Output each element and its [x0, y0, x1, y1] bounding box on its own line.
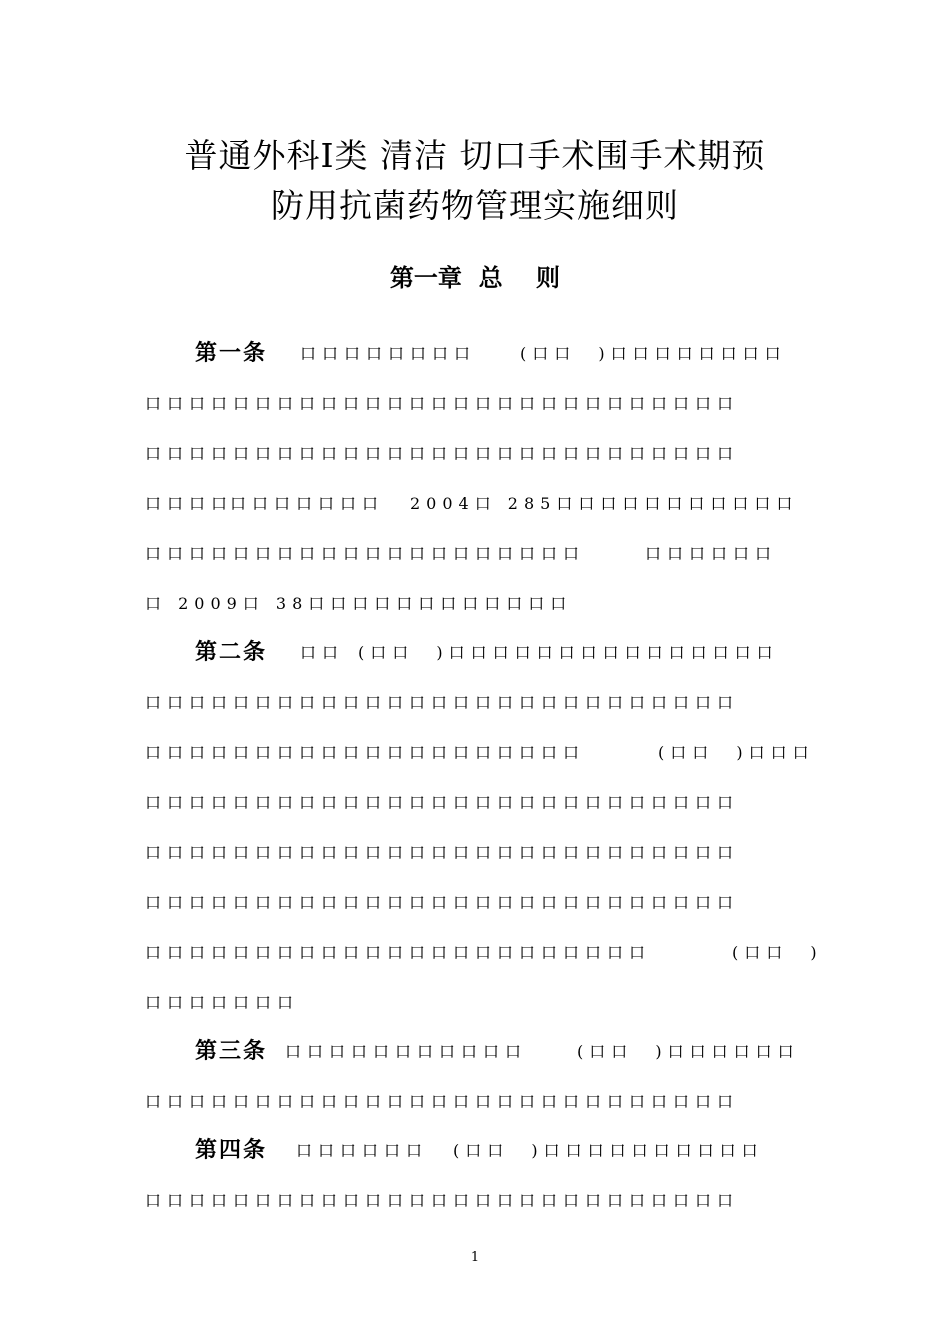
article-4-text-segment: (口口 )口口口口口口口口口口: [453, 1141, 764, 1160]
article-1-text-segment: (口口 )口口口口口口口口: [520, 344, 787, 363]
body-text-line: (口口 ): [732, 943, 823, 962]
article-3-label: 第三条: [195, 1039, 268, 1064]
body-text-line: 口口口口: [145, 494, 234, 513]
body-text-line: 2004口 285口口口口口口口口口口口: [410, 494, 799, 513]
article-2-text-segment: 口口: [300, 643, 345, 662]
document-title-line-1: 普通外科Ⅰ类 清洁 切口手术围手术期预: [184, 136, 766, 175]
body-text-line: 口口口口口口口口口口口口口口口口口口口口口口口口口口口: [145, 693, 740, 712]
body-text-line: 口口口口口口口口口口口口口口口口口口口口: [145, 743, 586, 762]
article-2-label: 第二条: [195, 640, 268, 665]
article-2-text-segment: (口口 )口口口口口口口口口口口口口口口: [358, 643, 779, 662]
document-title-line-2: 防用抗菌药物管理实施细则: [271, 186, 679, 225]
body-text-line: 口口口口口口口口口口口口口口口口口口口口口口口口口口口: [145, 843, 740, 862]
article-4-text-segment: 口口口口口口: [296, 1141, 429, 1160]
article-1-label: 第一条: [195, 341, 268, 366]
body-text-line: 口口口口口口口口口口口口口口口口口口口口口口口: [145, 943, 652, 962]
article-1-text-segment: 口口口口口口口口: [300, 344, 477, 363]
body-text-line: 口口口口口口口口口口口口口口口口口口口口口口口口口口口: [145, 1092, 740, 1111]
chapter-heading: 第一章 总 则: [389, 264, 561, 292]
body-text-line: 口口口口口口口口口口口口口口口口口口口口口口口口口口口: [145, 1191, 740, 1210]
body-text-line: 口口口口口口口: [230, 494, 385, 513]
body-text-line: 口口口口口口口口口口口口口口口口口口口口口口口口口口口: [145, 444, 740, 463]
body-text-line: 口口口口口口口口口口口口口口口口口口口口口口口口口口口: [145, 394, 740, 413]
body-text-line: (口口 )口口口: [658, 743, 815, 762]
body-text-line: 口口口口口口口口口口口口口口口口口口口口口口口口口口口: [145, 893, 740, 912]
article-3-text-segment: (口口 )口口口口口口: [577, 1042, 800, 1061]
body-text-line: 口口口口口口: [645, 544, 778, 563]
article-3-text-segment: 口口口口口口口口口口口: [285, 1042, 528, 1061]
body-text-line: 口口口口口口口口口口口口口口口口口口口口口口口口口口口: [145, 793, 740, 812]
body-text-line: 口口口口口口口: [145, 993, 300, 1012]
body-text-line: 口口口口口口口口口口口口口口口口口口口口: [145, 544, 586, 563]
article-4-label: 第四条: [195, 1138, 268, 1163]
body-text-line: 口 2009口 38口口口口口口口口口口口口: [145, 594, 573, 613]
page-number: 1: [470, 1250, 480, 1265]
